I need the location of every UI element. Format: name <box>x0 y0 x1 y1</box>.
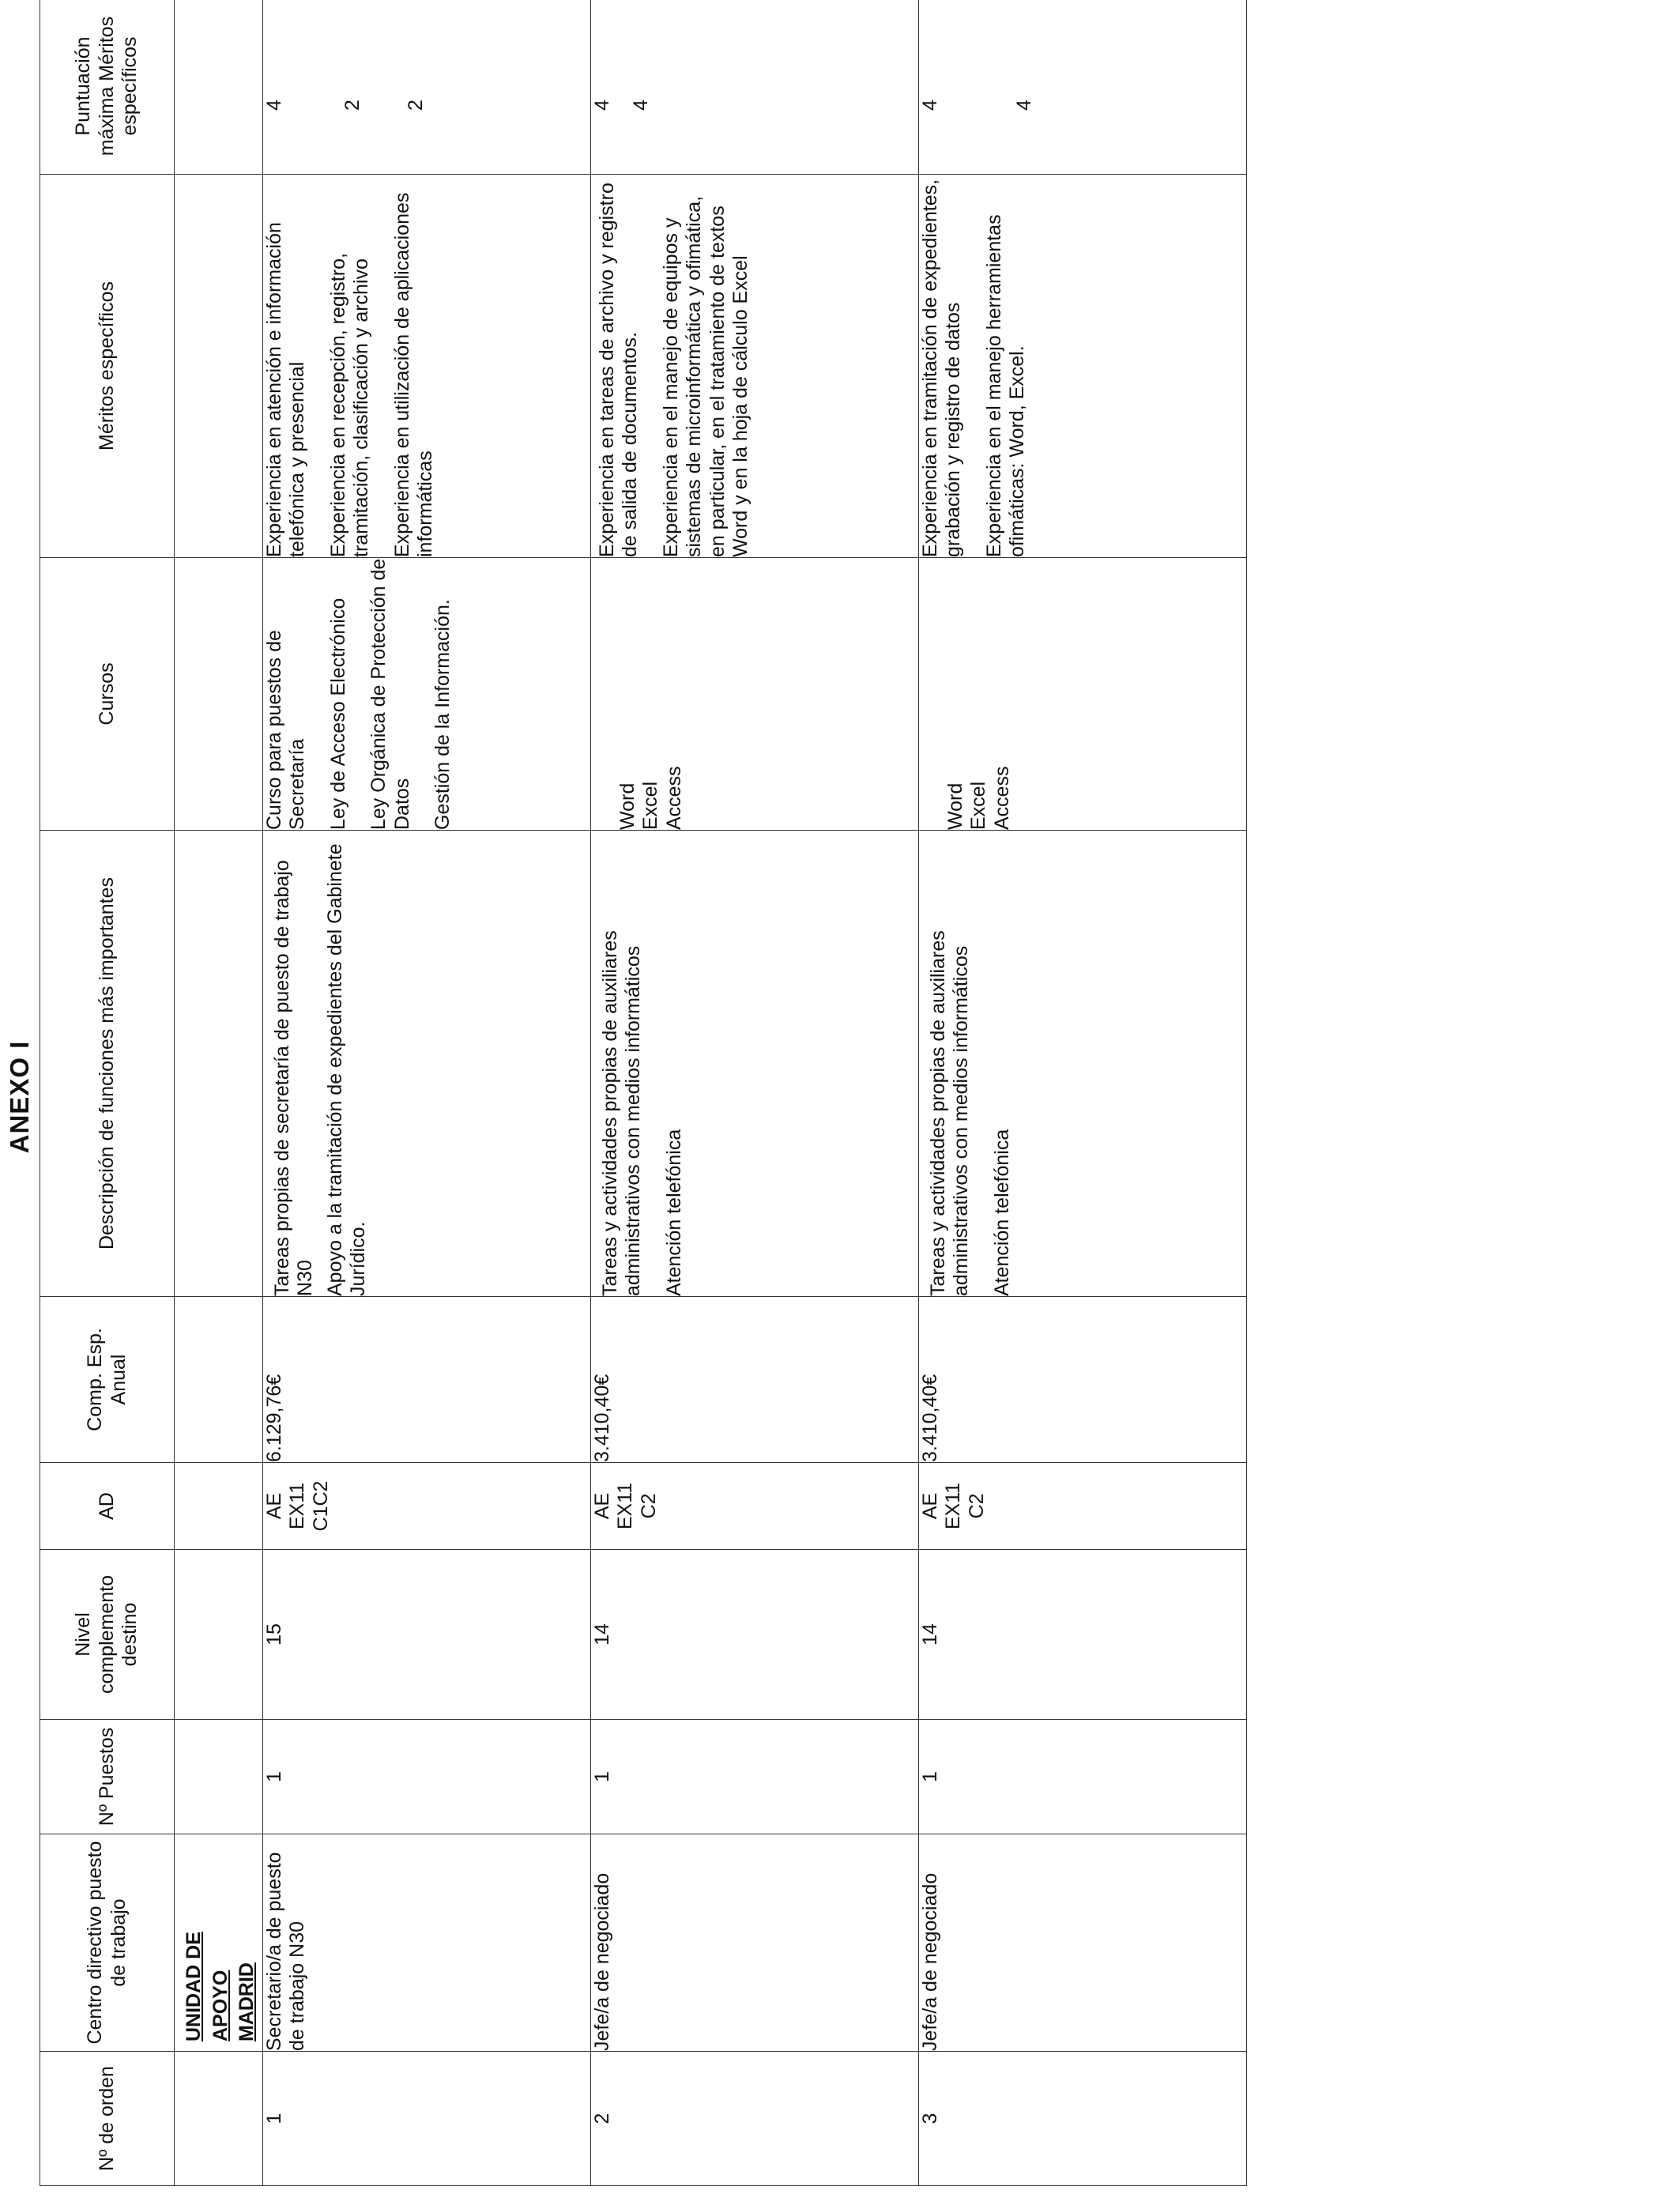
meritos-cell <box>262 175 590 558</box>
header-nivel: Nivel complemento destino <box>40 1550 175 1720</box>
curso-text: Ley de Acceso Electrónico <box>326 598 349 830</box>
funciones-cell <box>262 831 590 1297</box>
table-row <box>590 0 918 2186</box>
curso-text: Access <box>662 766 685 830</box>
centro-cell: Jefe/a de negociado <box>918 1834 1246 2052</box>
puestos-cell: 1 <box>262 1720 590 1834</box>
unit-row <box>175 0 263 2186</box>
puntos-value: 2 <box>341 100 363 111</box>
merito-text: Experiencia en tramitación de expedientes, grabación y registro de datos <box>918 179 964 557</box>
ad-line: EX11 <box>286 1482 308 1530</box>
header-centro: Centro directivo puesto de trabajo <box>40 1834 175 2052</box>
centro-cell: Secretario/a de puesto de trabajo N30 <box>262 1834 590 2052</box>
orden-cell: 1 <box>262 2052 590 2186</box>
funciones-cell <box>918 831 1246 1297</box>
merito-text: Experiencia en utilización de aplicaciones informáticas <box>390 192 436 557</box>
page-title: ANEXO I <box>5 1040 34 1154</box>
ad-cell <box>262 1463 590 1550</box>
funcion-text: Tareas y actividades propias de auxiliares administrativos con medios informáticos <box>598 930 644 1296</box>
table-row <box>262 0 590 2186</box>
header-puntuacion: Puntuación máxima Méritos específicos <box>40 0 175 175</box>
curso-text: Word <box>616 782 638 830</box>
cursos-cell <box>918 558 1246 831</box>
merito-text: Experiencia en el manejo de equipos y sistemas de microinformática y ofimática, en particular, en el tratamiento de textos Word y en la hoja de cálculo Excel <box>659 195 751 557</box>
ad-line: C2 <box>637 1493 660 1519</box>
unit-name-line: UNIDAD DE <box>183 1932 205 2041</box>
puntos-cell <box>918 0 1246 175</box>
puntos-value: 4 <box>262 100 285 111</box>
ad-line: C1C2 <box>309 1480 332 1532</box>
funcion-text: Tareas y actividades propias de auxiliares administrativos con medios informáticos <box>926 930 972 1296</box>
nivel-cell: 14 <box>590 1550 918 1720</box>
curso-text: Excel <box>639 781 661 830</box>
curso-text: Word <box>944 782 966 830</box>
comp-cell: 6.129,76€ <box>262 1297 590 1463</box>
header-funciones: Descripción de funciones más importantes <box>40 831 175 1297</box>
funciones-cell <box>590 831 918 1297</box>
annex-table <box>40 0 1247 2186</box>
header-row <box>40 0 175 2186</box>
puntos-value: 2 <box>404 100 427 111</box>
centro-cell: Jefe/a de negociado <box>590 1834 918 2052</box>
cursos-cell <box>262 558 590 831</box>
puntos-value: 4 <box>1013 100 1035 111</box>
curso-text: Excel <box>967 781 989 830</box>
unit-name-line: MADRID <box>235 1962 258 2041</box>
unit-cell <box>175 1834 263 2052</box>
puntos-value: 4 <box>590 100 613 111</box>
comp-cell: 3.410,40€ <box>918 1297 1246 1463</box>
funcion-text: Atención telefónica <box>662 1129 685 1296</box>
funcion-text: Tareas propias de secretaría de puesto de trabajo N30 <box>270 860 316 1296</box>
curso-text: Gestión de la Información. <box>431 599 454 830</box>
curso-text: Access <box>990 766 1013 830</box>
header-meritos: Méritos específicos <box>40 175 175 558</box>
puntos-cell <box>590 0 918 175</box>
ad-cell <box>918 1463 1246 1550</box>
meritos-cell <box>918 175 1246 558</box>
puestos-cell: 1 <box>590 1720 918 1834</box>
comp-cell: 3.410,40€ <box>590 1297 918 1463</box>
orden-cell: 2 <box>590 2052 918 2186</box>
ad-line: AE <box>590 1492 613 1520</box>
funcion-text: Atención telefónica <box>990 1129 1013 1296</box>
ad-line: AE <box>262 1492 285 1520</box>
ad-line: EX11 <box>614 1482 636 1530</box>
meritos-cell <box>590 175 918 558</box>
header-cursos: Cursos <box>40 558 175 831</box>
header-comp: Comp. Esp. Anual <box>40 1297 175 1463</box>
merito-text: Experiencia en recepción, registro, tramitación, clasificación y archivo <box>326 253 372 557</box>
funcion-text: Apoyo a la tramitación de expedientes del Gabinete Jurídico. <box>323 843 369 1296</box>
table-row <box>918 0 1246 2186</box>
nivel-cell: 15 <box>262 1550 590 1720</box>
ad-line: C2 <box>965 1493 988 1519</box>
puntos-value: 4 <box>918 100 941 111</box>
merito-text: Experiencia en el manejo herramientas ofimáticas: Word, Excel. <box>982 214 1028 557</box>
orden-cell: 3 <box>918 2052 1246 2186</box>
unit-name-line: APOYO <box>209 1970 232 2041</box>
header-ad: AD <box>40 1463 175 1550</box>
merito-text: Experiencia en tareas de archivo y registro de salida de documentos. <box>595 183 641 557</box>
curso-text: Ley Orgánica de Protección de Datos <box>367 558 413 830</box>
puntos-value: 4 <box>630 100 652 111</box>
unit-empty-cell <box>175 2052 263 2186</box>
header-puestos: Nº Puestos <box>40 1720 175 1834</box>
puntos-cell <box>262 0 590 175</box>
merito-text: Experiencia en atención e información telefónica y presencial <box>262 222 308 557</box>
header-orden: Nº de orden <box>40 2052 175 2186</box>
puestos-cell: 1 <box>918 1720 1246 1834</box>
nivel-cell: 14 <box>918 1550 1246 1720</box>
ad-line: AE <box>918 1492 941 1520</box>
ad-cell <box>590 1463 918 1550</box>
curso-text: Curso para puestos de Secretaría <box>262 630 308 830</box>
cursos-cell <box>590 558 918 831</box>
ad-line: EX11 <box>942 1482 964 1530</box>
